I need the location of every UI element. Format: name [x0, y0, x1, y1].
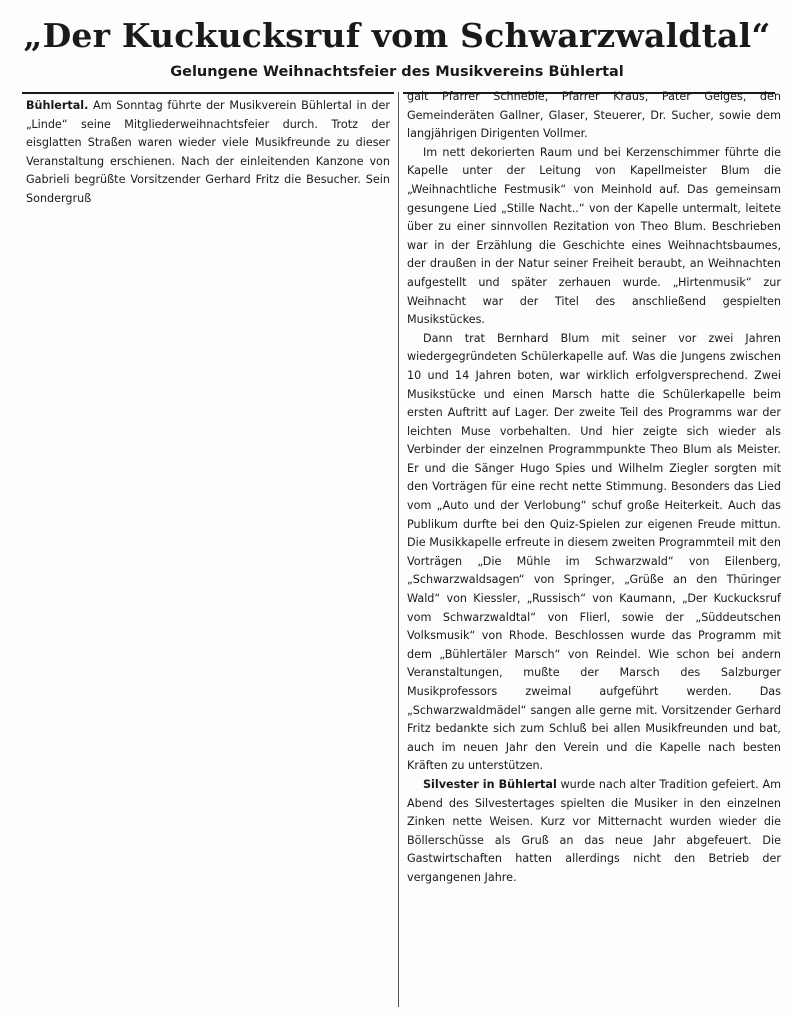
silvester-lead-in: Silvester in Bühlertal	[423, 777, 557, 791]
headline: „Der Kuckucksruf vom Schwarzwaldtal“	[23, 16, 771, 55]
right-column	[407, 88, 781, 888]
paragraph-program-part-two: Dann trat Bernhard Blum mit seiner vor zwei Jahren wiedergegründeten Schülerkapelle auf. Was die Jungens zwischen 10 und 14 Jahren boten, war wirklich erfolgversprechend. Zwei Musikstücke und einen Marsch hatte die Schülerkapelle beim ersten Auftritt auf Lager. Der zweite Teil des Programms war der leichten Muse vorbehalten. Und hier zeigte sich wieder als Verbinder der einzelnen Programmpunkte Theo Blum als Meister. Er und die Sänger Hugo Spies und Wilhelm Ziegler sorgten mit den Vorträgen für eine recht nette Stimmung. Besonders das Lied vom „Auto und der Verlobung“ schuf große Heiterkeit. Auch das Publikum durfte bei den Quiz-Spielen zur eigenen Freude mittun. Die Musikkapelle erfreute in diesem zweiten Programmteil mit den Vorträgen „Die Mühle im Schwarzwald“ von Eilenberg, „Schwarzwaldsagen“ von Springer, „Grüße an den Thüringer Wald“ von Kiessler, „Russisch“ von Kaumann, „Der Kuckucksruf vom Schwarzwaldtal“ von Flierl, sowie der „Süddeutschen Volksmusik“ von Rhode. Beschlossen wurde das Programm mit dem „Bühlertäler Marsch“ von Reindel. Wie schon bei andern Veranstaltungen, mußte der Marsch des Salzburger Musikprofessors zweimal aufgeführt werden. Das „Schwarzwaldmädel“ sangen alle gerne mit. Vorsitzender Gerhard Fritz bedankte sich zum Schluß bei allen Musikfreunden und bat, auch im neuen Jahr den Verein und die Kapelle nach besten Kräften zu unterstützen.	[407, 331, 781, 773]
paragraph-program-part-one: Im nett dekorierten Raum und bei Kerzenschimmer führte die Kapelle unter der Leitung von Kapellmeister Blum die „Weihnachtliche Festmusik“ von Meinhold auf. Das gemeinsam gesungene Lied „Stille Nacht..“ von der Kapelle untermalt, leitete über zu einer sinnvollen Rezitation von Theo Blum. Beschrieben war in der Erzählung die Geschichte eines Weihnachtsbaumes, der draußen in der Natur seiner Freiheit beraubt, an Weihnachten aufgestellt und später zerhauen wurde. „Hirtenmusik“ zur Weihnacht war der Titel des anschließend gespielten Musikstückes.	[407, 145, 781, 327]
dateline: Bühlertal.	[26, 99, 89, 112]
paragraph-greeting: galt Pfarrer Schneble, Pfarrer Kraus, Pater Geiges, den Gemeinderäten Gallner, Glaser, Steuerer, Dr. Sucher, sowie dem langjährigen Dirigenten Vollmer.	[407, 90, 781, 141]
left-column	[26, 97, 390, 209]
left-column-rule	[22, 92, 394, 94]
silvester-text: wurde nach alter Tradition gefeiert. Am Abend des Silvestertages spielten die Musiker in den einzelnen Zinken nette Weisen. Kurz vor Mitternacht wurden wieder die Böllerschüsse als Gruß an das neue Jahr abgefeuert. Die Gastwirtschaften hatten allerdings nicht den Betrieb der vergangenen Jahre.	[407, 777, 781, 884]
column-divider	[398, 92, 399, 1007]
paragraph-silvester	[407, 776, 781, 888]
paragraph-intro	[26, 97, 390, 209]
subheadline: Gelungene Weihnachtsfeier des Musikvereins Bühlertal	[170, 64, 624, 80]
intro-text: Am Sonntag führte der Musikverein Bühlertal in der „Linde“ seine Mitgliederweihnachtsfeier durch. Trotz der eisglatten Straßen waren wieder viele Musikfreunde zu dieser Veranstaltung erschienen. Nach der einleitenden Kanzone von Gabrieli begrüßte Vorsitzender Gerhard Fritz die Besucher. Sein Sondergruß	[26, 99, 390, 205]
